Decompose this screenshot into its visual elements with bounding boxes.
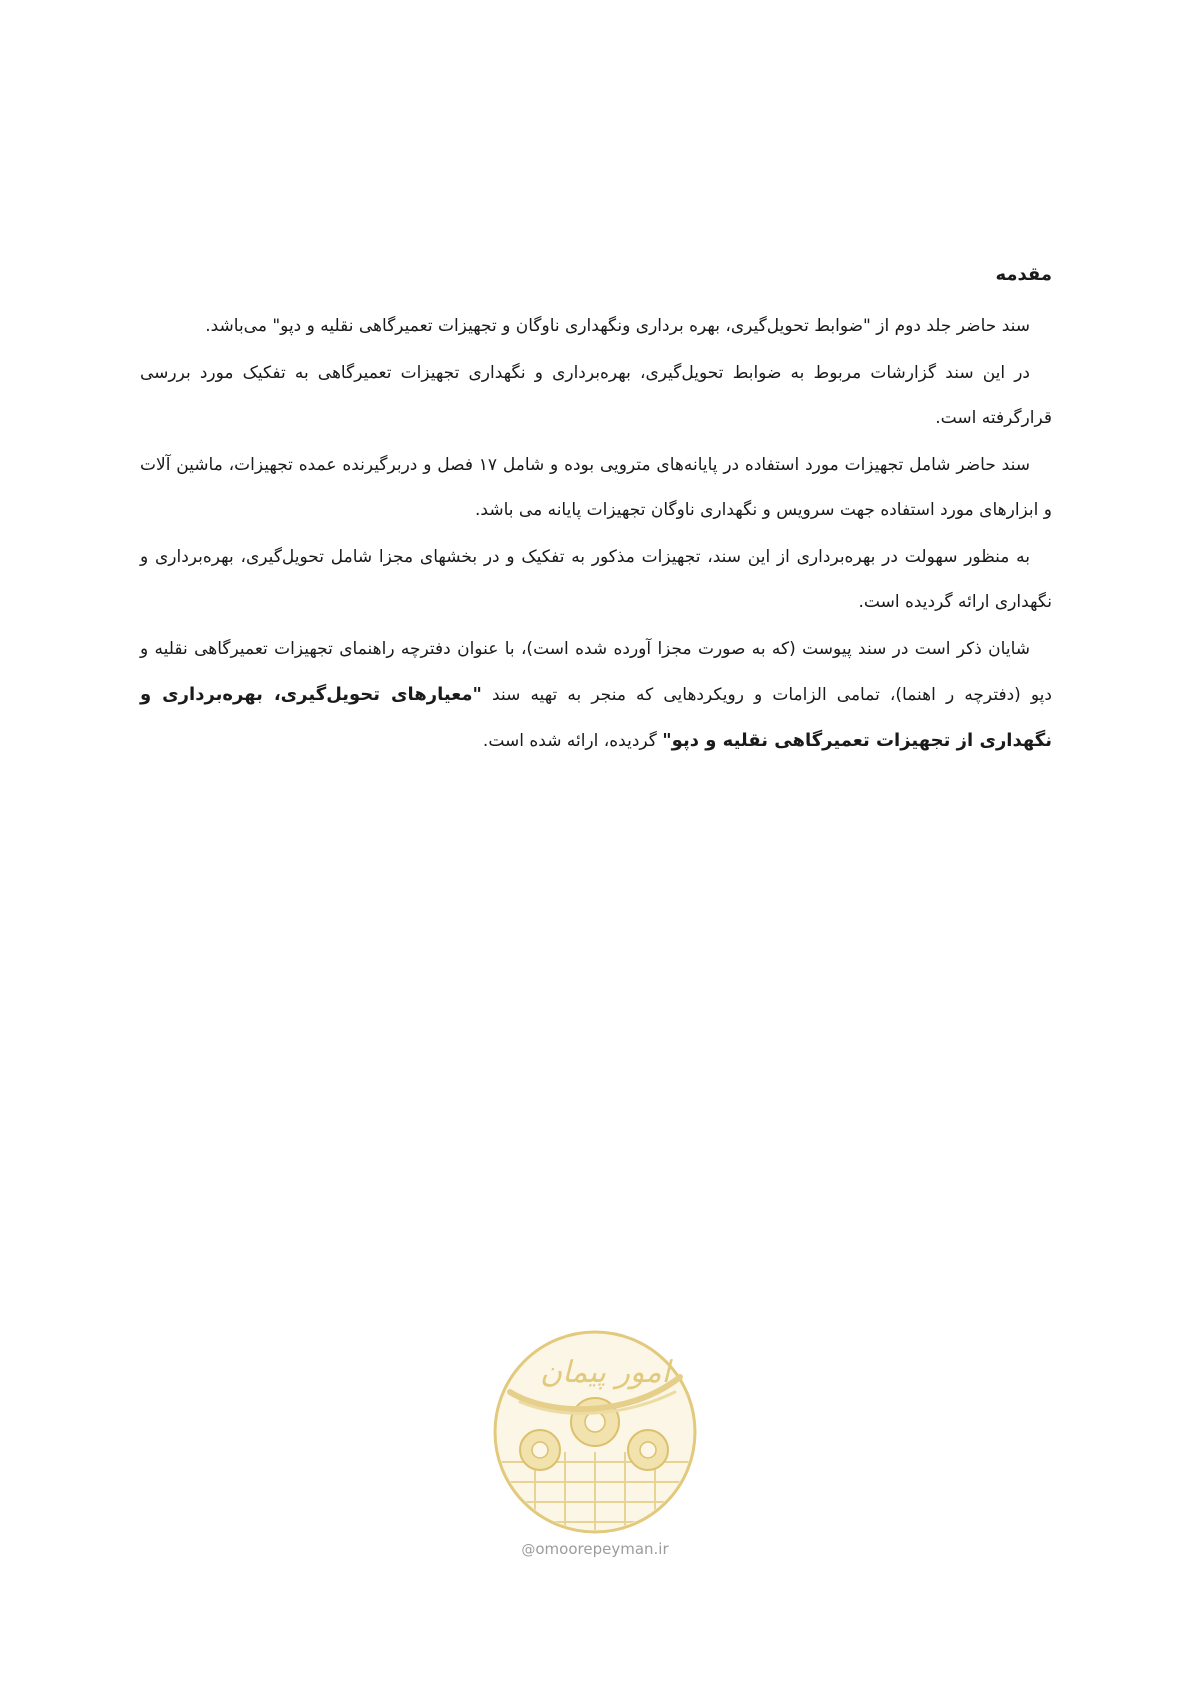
- paragraph-2: در این سند گزارشات مربوط به ضوابط تحویل‌گیری، بهره‌برداری و نگهداری تجهیزات تعمیرگاهی به تفکیک مورد بررسی قرارگرفته است.: [140, 363, 1052, 428]
- document-body: [140, 262, 1052, 766]
- paragraph-4: به منظور سهولت در بهره‌برداری از این سند، تجهیزات مذکور به تفکیک و در بخشهای مجزا شامل تحویل‌گیری، بهره‌برداری و نگهداری ارائه گردیده است.: [140, 547, 1052, 612]
- website-url: omoorepeyman.ir: [535, 1540, 669, 1558]
- logo-text: امور پیمان: [540, 1355, 670, 1390]
- section-heading: مقدمه: [995, 264, 1052, 285]
- document-title-bold: "معیارهای تحویل‌گیری، بهره‌برداری و نگهداری از تجهیزات تعمیرگاهی نقلیه و دپو": [140, 684, 1052, 751]
- website-watermark: [480, 1540, 710, 1558]
- paragraph-5: [140, 627, 1052, 764]
- paragraph-1: سند حاضر جلد دوم از "ضوابط تحویل‌گیری، بهره برداری ونگهداری ناوگان و تجهیزات تعمیرگاهی نقلیه و دپو" می‌باشد.: [205, 316, 1030, 336]
- logo-seal-icon: [480, 1322, 710, 1542]
- paragraph-3: سند حاضر شامل تجهیزات مورد استفاده در پایانه‌های مترویی بوده و شامل ۱۷ فصل و دربرگیرنده عمده تجهیزات، ماشین آلات و ابزارهای مورد استفاده جهت سرویس و نگهداری ناوگان تجهیزات پایانه می باشد.: [140, 455, 1052, 520]
- paragraph-5-text: شایان ذکر است در سند پیوست (که به صورت مجزا آورده شده است)، با عنوان دفترچه راهنمای تجهیزات تعمیرگاهی نقلیه و دپو (دفترچه ر اهنما)، تمامی الزامات و رویکردهایی که منجر به تهیه سند: [140, 639, 1052, 705]
- watermark-logo: [480, 1322, 710, 1562]
- paragraph-5-ending: گردیده، ارائه شده است.: [482, 731, 663, 751]
- at-icon: @: [521, 1542, 536, 1558]
